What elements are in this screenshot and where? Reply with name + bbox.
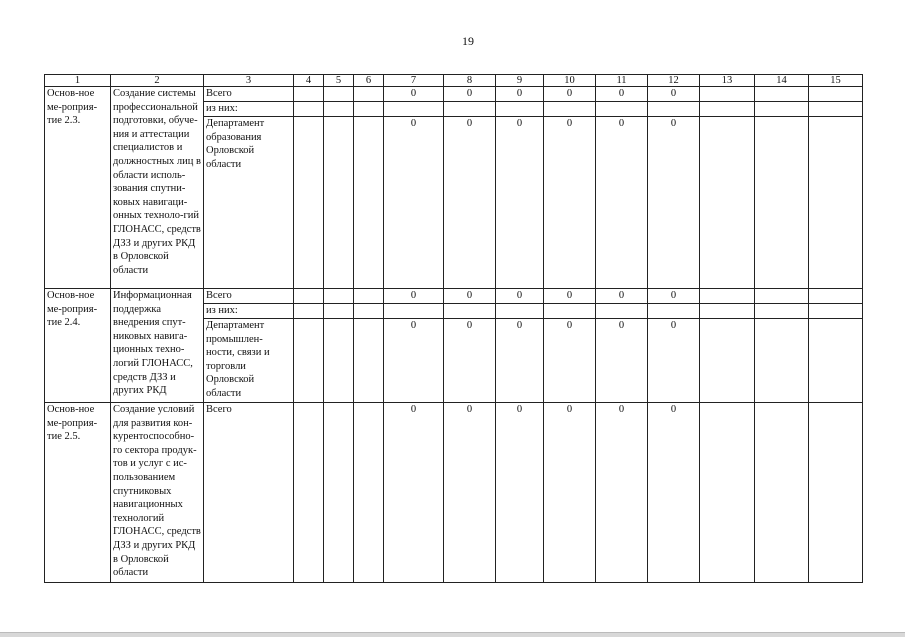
- header-cell: 5: [324, 75, 354, 87]
- header-cell: 10: [544, 75, 596, 87]
- activity-code: Основ-ное ме-роприя-тие 2.4.: [45, 289, 111, 403]
- value-cell: 0: [444, 403, 496, 583]
- header-cell: 15: [809, 75, 863, 87]
- scan-edge-divider: [0, 632, 905, 637]
- value-cell: 0: [596, 319, 648, 403]
- header-cell: 12: [648, 75, 700, 87]
- value-cell: 0: [648, 319, 700, 403]
- of-which-label: из них:: [204, 102, 294, 117]
- activity-code: Основ-ное ме-роприя-тие 2.3.: [45, 87, 111, 289]
- header-cell: 2: [111, 75, 204, 87]
- header-row: [45, 75, 863, 87]
- value-cell: 0: [544, 117, 596, 289]
- value-cell: 0: [544, 87, 596, 102]
- header-cell: 1: [45, 75, 111, 87]
- total-label: Всего: [204, 289, 294, 304]
- value-cell: 0: [648, 87, 700, 102]
- value-cell: 0: [444, 289, 496, 304]
- page-number: 19: [462, 34, 474, 48]
- header-cell: 13: [700, 75, 755, 87]
- table-row: [45, 87, 863, 102]
- value-cell: 0: [544, 403, 596, 583]
- value-cell: 0: [544, 319, 596, 403]
- value-cell: 0: [496, 117, 544, 289]
- value-cell: 0: [596, 87, 648, 102]
- value-cell: 0: [384, 289, 444, 304]
- header-cell: 9: [496, 75, 544, 87]
- header-cell: 8: [444, 75, 496, 87]
- activity-name: Создание системы профессиональной подготовки, обуче-ния и аттестации специалистов и должностных лиц в области исполь-зования спутни-ковых навигаци-онных техноло-гий ГЛОНАСС, средств ДЗЗ и других РКД в Орловской области: [111, 87, 204, 289]
- department-label: Департамент образования Орловской области: [204, 117, 294, 289]
- total-label: Всего: [204, 87, 294, 102]
- header-cell: 6: [354, 75, 384, 87]
- activity-code: Основ-ное ме-роприя-тие 2.5.: [45, 403, 111, 583]
- value-cell: 0: [596, 403, 648, 583]
- value-cell: 0: [444, 319, 496, 403]
- value-cell: 0: [384, 117, 444, 289]
- value-cell: 0: [444, 117, 496, 289]
- value-cell: 0: [496, 319, 544, 403]
- value-cell: 0: [544, 289, 596, 304]
- header-cell: 11: [596, 75, 648, 87]
- table-row: [45, 403, 863, 583]
- header-cell: 3: [204, 75, 294, 87]
- value-cell: 0: [384, 319, 444, 403]
- value-cell: 0: [648, 289, 700, 304]
- value-cell: 0: [496, 289, 544, 304]
- department-label: Департамент промышлен-ности, связи и торговли Орловской области: [204, 319, 294, 403]
- header-cell: 4: [294, 75, 324, 87]
- of-which-label: из них:: [204, 304, 294, 319]
- activity-name: Создание условий для развития кон-курентоспособно-го сектора продук-тов и услуг с ис-пользованием спутниковых навигационных технологий ГЛОНАСС, средств ДЗЗ и других РКД в Орловской области: [111, 403, 204, 583]
- value-cell: 0: [648, 403, 700, 583]
- value-cell: 0: [384, 403, 444, 583]
- header-cell: 14: [755, 75, 809, 87]
- header-cell: 7: [384, 75, 444, 87]
- value-cell: 0: [444, 87, 496, 102]
- value-cell: 0: [496, 403, 544, 583]
- budget-table: [44, 74, 863, 583]
- value-cell: 0: [596, 289, 648, 304]
- value-cell: 0: [596, 117, 648, 289]
- value-cell: 0: [384, 87, 444, 102]
- total-label: Всего: [204, 403, 294, 583]
- activity-name: Информационная поддержка внедрения спут-никовых навига-ционных техно-логий ГЛОНАСС, средств ДЗЗ и других РКД: [111, 289, 204, 403]
- value-cell: 0: [648, 117, 700, 289]
- value-cell: 0: [496, 87, 544, 102]
- table-row: [45, 289, 863, 304]
